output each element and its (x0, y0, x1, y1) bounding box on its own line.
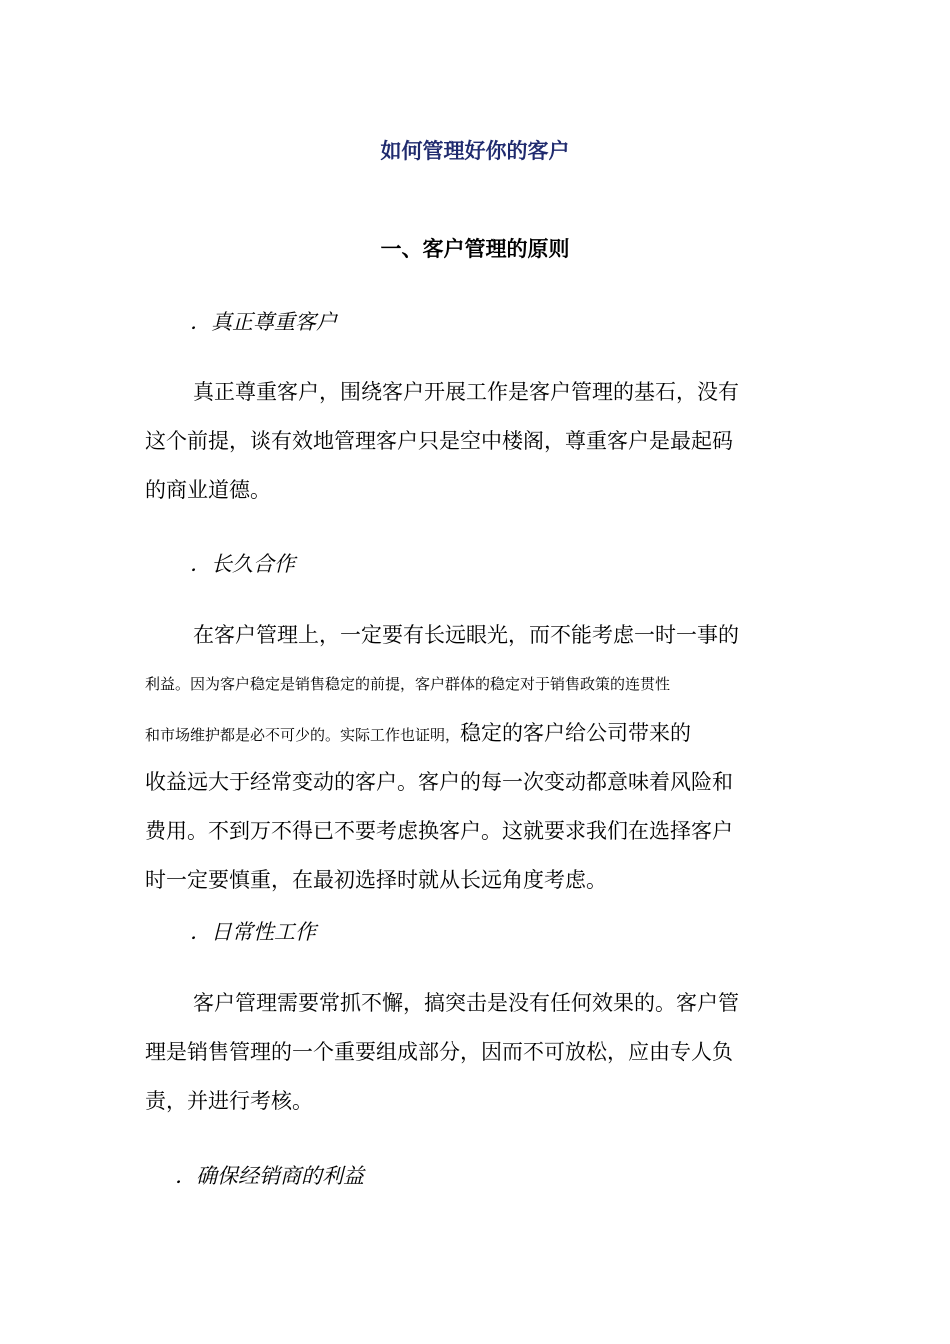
paragraph-line: 收益远大于经常变动的客户。客户的每一次变动都意味着风险和 (145, 770, 733, 794)
paragraph-line: 费用。不到万不得已不要考虑换客户。这就要求我们在选择客户 (145, 819, 733, 843)
paragraph-respect (145, 368, 815, 515)
paragraph-line (145, 709, 815, 758)
paragraph-line-part: 稳定的客户给公司带来的 (460, 721, 692, 745)
paragraph-line: 的商业道德。 (145, 478, 271, 502)
subsection-heading-respect: ．真正尊重客户 (190, 310, 337, 334)
paragraph-line: 在客户管理上，一定要有长远眼光，而不能考虑一时一事的 (193, 623, 739, 647)
paragraph-line: 利益。因为客户稳定是销售稳定的前提，客户群体的稳定对于销售政策的连贯性 (145, 675, 671, 693)
paragraph-line: 客户管理需要常抓不懈，搞突击是没有任何效果的。客户管 (193, 991, 739, 1015)
subsection-heading-routine: ．日常性工作 (190, 920, 316, 944)
paragraph-line: 理是销售管理的一个重要组成部分，因而不可放松，应由专人负 (145, 1040, 733, 1064)
paragraph-routine (145, 979, 815, 1126)
paragraph-line: 真正尊重客户，围绕客户开展工作是客户管理的基石，没有 (193, 380, 739, 404)
paragraph-line: 这个前提，谈有效地管理客户只是空中楼阁，尊重客户是最起码 (145, 429, 733, 453)
paragraph-long-term (145, 611, 815, 905)
subsection-heading-dealer-interest: ．确保经销商的利益 (175, 1164, 364, 1188)
paragraph-line: 责，并进行考核。 (145, 1089, 313, 1113)
paragraph-line-part: 和市场维护都是必不可少的。实际工作也证明， (145, 726, 461, 744)
document-title: 如何管理好你的客户 (380, 139, 570, 163)
subsection-heading-long-term: ．长久合作 (190, 552, 295, 576)
paragraph-line: 时一定要慎重，在最初选择时就从长远角度考虑。 (145, 868, 607, 892)
section-heading: 一、客户管理的原则 (380, 237, 570, 261)
